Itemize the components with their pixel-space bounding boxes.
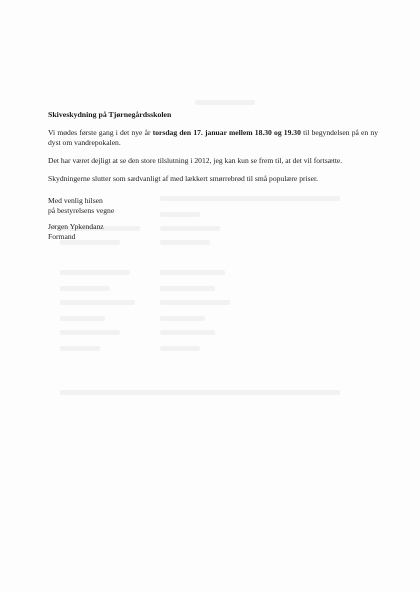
bleed-through-mark <box>160 270 225 275</box>
meeting-date-emphasis: torsdag den 17. januar mellem 18.30 og 19.30 <box>152 128 301 137</box>
bleed-through-mark <box>160 316 205 321</box>
bleed-through-mark <box>60 270 130 275</box>
greeting-line: Med venlig hilsen <box>48 196 103 205</box>
bleed-through-mark <box>60 316 105 321</box>
greeting-line: på bestyrelsens vegne <box>48 206 115 215</box>
letter-title: Skiveskydning på Tjørnegårdsskolen <box>48 110 172 119</box>
bleed-through-mark <box>160 330 215 335</box>
paragraph-text: til begyndelsen på en ny dyst om vandrepokalen. <box>48 128 378 147</box>
bleed-through-mark <box>60 346 100 351</box>
paragraph-food: Skydningerne slutter som sædvanligt af med lækkert smørrebrød til små populære priser. <box>48 174 318 183</box>
bleed-through-mark <box>60 390 340 395</box>
signer-role: Formand <box>48 232 76 241</box>
bleed-through-mark <box>60 300 135 305</box>
bleed-through-mark <box>60 330 120 335</box>
letter-body <box>48 110 378 242</box>
paragraph-text: Vi mødes første gang i det nye år <box>48 128 153 137</box>
paragraph-attendance: Det har været dejligt at se den store tilslutning i 2012, jeg kan kun se frem til, at det vil fortsætte. <box>48 156 343 165</box>
signer-name: Jørgen Ypkendanz <box>48 222 104 231</box>
bleed-through-mark <box>160 286 215 291</box>
bleed-through-mark <box>160 346 200 351</box>
bleed-through-mark <box>160 300 230 305</box>
bleed-through-mark <box>60 286 110 291</box>
bleed-through-mark <box>195 100 255 105</box>
signature-block <box>48 196 378 242</box>
paragraph-meeting-time <box>48 128 378 148</box>
